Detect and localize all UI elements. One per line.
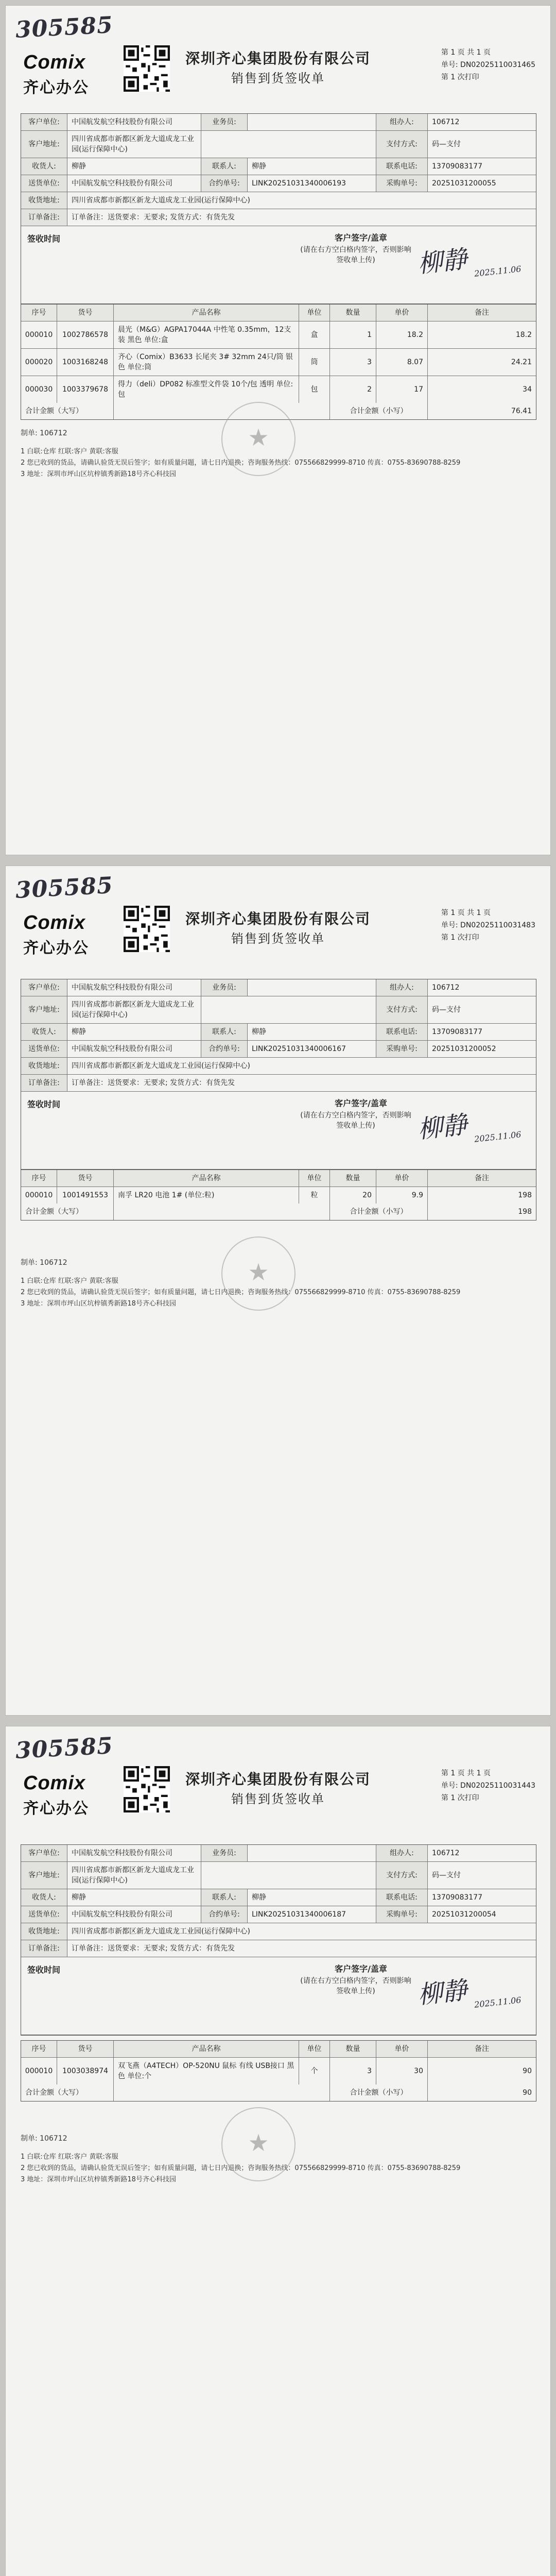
- item-unit: 粒: [299, 1187, 330, 1204]
- info-row-customer: [21, 114, 536, 131]
- item-sku: 1001491553: [57, 1187, 114, 1204]
- item-row: [21, 376, 536, 403]
- item-name: 齐心（Comix）B3633 长尾夹 3# 32mm 24只/筒 银色 单位:筒: [114, 349, 299, 376]
- sign-time-label: 签收时间: [27, 234, 61, 244]
- remark-label: 订单备注:: [21, 209, 67, 226]
- footer-line-3: 3 地址：深圳市坪山区坑梓镇秀新路18号齐心科技园: [21, 1300, 176, 1308]
- customer-sign-note: (请在右方空白格内签字，否则影响签收单上传): [300, 1977, 411, 1995]
- page-count: 第 1 页 共 1 页: [441, 1769, 491, 1777]
- info-row-customer: [21, 979, 536, 996]
- print-count: 第 1 次打印: [441, 1794, 479, 1802]
- item-qty: 2: [330, 376, 376, 403]
- item-qty: 3: [330, 349, 376, 376]
- ship-addr-label: 收货地址:: [21, 192, 67, 209]
- info-row-remark: [21, 209, 536, 226]
- footer-line-2: 2 您已收到的货品，请确认验货无误后签字；如有质量问题，请七日内退换；咨询服务热线：075566829999-8710 传真：0755-83690788-8259: [21, 2164, 461, 2172]
- contract-value: LINK20251031340006193: [248, 175, 376, 192]
- total-upper-label: 合计金额（大写）: [21, 2084, 114, 2101]
- item-qty: 1: [330, 321, 376, 348]
- salesperson-label: 业务员:: [201, 979, 248, 996]
- ship-addr-label: 收货地址:: [21, 1058, 67, 1074]
- info-row-remark: [21, 1075, 536, 1092]
- item-row: [21, 349, 536, 376]
- col-name: 产品名称: [114, 304, 299, 321]
- col-unit: 单位: [299, 304, 330, 321]
- company-name: 深圳齐心集团股份有限公司: [185, 910, 371, 927]
- col-remark: 备注: [475, 1174, 489, 1182]
- sign-time-label: 签收时间: [27, 1965, 61, 1975]
- star-icon: ★: [248, 2129, 269, 2157]
- item-sku: 1002786578: [57, 321, 114, 348]
- col-unit: 单位: [299, 1170, 330, 1187]
- phone-value: 13709083177: [432, 162, 482, 171]
- doc-header: [5, 896, 551, 974]
- signature-area: [21, 226, 536, 304]
- salesperson-value: [248, 1845, 376, 1861]
- handwritten-signature: 柳静: [416, 1976, 469, 2010]
- total-lower-value: 198: [518, 1208, 532, 1216]
- info-blank: [201, 996, 376, 1023]
- item-name: 双飞燕（A4TECH）OP-520NU 鼠标 有线 USB接口 黑色 单位:个: [114, 2058, 299, 2084]
- page-count: 第 1 页 共 1 页: [441, 909, 491, 917]
- col-sku: 货号: [57, 1170, 114, 1187]
- total-upper-row: [21, 1204, 536, 1220]
- signature-area: [21, 1957, 536, 2035]
- total-lower-label: 合计金额（小写）: [330, 403, 428, 419]
- customer-addr-value: 四川省成都市新都区新龙大道成龙工业园(运行保障中心): [67, 131, 201, 158]
- remark-value: 订单备注：送货要求：无要求; 发货方式：有货先发: [72, 1944, 235, 1953]
- contract-label: 合约单号:: [201, 175, 248, 192]
- total-upper-row: [21, 2084, 536, 2101]
- logo-en: Comix: [23, 912, 86, 934]
- purchase-value: 20251031200052: [432, 1045, 496, 1053]
- customer-sign-title: 客户签字/盖章: [335, 1098, 387, 1108]
- payment-value: 码—支付: [432, 1006, 461, 1014]
- col-seq: 序号: [21, 1170, 57, 1187]
- purchase-label: 采购单号:: [376, 1906, 428, 1923]
- customer-unit-value: 中国航发航空科技股份有限公司: [67, 1845, 201, 1861]
- order-info-table: [21, 113, 536, 304]
- item-unit: 盒: [299, 321, 330, 348]
- ship-unit-label: 送货单位:: [21, 1041, 67, 1057]
- operator-label: 制单:: [21, 1259, 38, 1267]
- receiver-label: 收货人:: [21, 1889, 67, 1906]
- handwritten-signature: 柳静: [416, 1110, 469, 1144]
- order-info-table: [21, 1844, 536, 2036]
- remark-label: 订单备注:: [21, 1075, 67, 1091]
- item-price: 30: [376, 2058, 428, 2084]
- logo-zh: 齐心办公: [23, 939, 89, 957]
- footer-line-2: 2 您已收到的货品，请确认验货无误后签字；如有质量问题，请七日内退换；咨询服务热线：075566829999-8710 传真：0755-83690788-8259: [21, 459, 461, 467]
- star-icon: ★: [248, 423, 269, 451]
- item-price: 18.2: [376, 321, 428, 348]
- col-qty: 数量: [330, 304, 376, 321]
- footer-line-1: 1 白联:仓库 红联:客户 黄联:客服: [21, 2153, 118, 2161]
- document-title: 销售到货签收单: [231, 71, 325, 86]
- info-row-shipaddr: [21, 1923, 536, 1940]
- doc-header: [5, 1757, 551, 1834]
- salesperson-value: [248, 114, 376, 130]
- logo-en: Comix: [23, 52, 86, 73]
- group-value: 106712: [432, 118, 460, 126]
- salesperson-value: [248, 979, 376, 996]
- contact-label: 联系人:: [201, 1889, 248, 1906]
- customer-unit-label: 客户单位:: [21, 1845, 67, 1861]
- item-amount: 18.2: [515, 331, 532, 339]
- handwritten-number: 305585: [14, 1733, 114, 1764]
- item-sku: 1003038974: [57, 2058, 114, 2084]
- purchase-label: 采购单号:: [376, 175, 428, 192]
- item-sku: 1003379678: [57, 376, 114, 403]
- doc-header: [5, 36, 551, 113]
- seal-stamp: [221, 2107, 296, 2181]
- group-value: 106712: [432, 984, 460, 992]
- col-remark: 备注: [475, 309, 489, 317]
- doc-meta: [441, 1767, 535, 1804]
- operator-value: 106712: [40, 429, 67, 437]
- footer-line-1: 1 白联:仓库 红联:客户 黄联:客服: [21, 448, 118, 455]
- customer-unit-value: 中国航发航空科技股份有限公司: [67, 114, 201, 130]
- ship-addr-value: 四川省成都市新都区新龙大道成龙工业园(运行保障中心): [72, 1062, 250, 1070]
- remark-label: 订单备注:: [21, 1940, 67, 1957]
- payment-value: 码—支付: [432, 140, 461, 148]
- info-row-shipaddr: [21, 1058, 536, 1075]
- total-lower-label: 合计金额（小写）: [330, 1204, 428, 1220]
- footer-line-3: 3 地址：深圳市坪山区坑梓镇秀新路18号齐心科技园: [21, 2176, 176, 2183]
- total-upper-label: 合计金额（大写）: [21, 403, 114, 419]
- item-amount: 34: [523, 385, 532, 394]
- contact-value: 柳静: [248, 1889, 376, 1906]
- item-row: [21, 1187, 536, 1204]
- col-price: 单价: [376, 1170, 428, 1187]
- contract-label: 合约单号:: [201, 1906, 248, 1923]
- ship-unit-label: 送货单位:: [21, 1906, 67, 1923]
- info-blank: [201, 1862, 376, 1889]
- item-price: 17: [376, 376, 428, 403]
- col-qty: 数量: [330, 1170, 376, 1187]
- receiver-label: 收货人:: [21, 158, 67, 175]
- col-name: 产品名称: [114, 2041, 299, 2057]
- info-row-address: [21, 1862, 536, 1889]
- doc-number: 单号: DN02025110031443: [441, 1782, 535, 1790]
- receiver-value: 柳静: [67, 1889, 201, 1906]
- item-seq: 000030: [21, 376, 57, 403]
- handwritten-sign-date: 2025.11.06: [474, 1129, 522, 1144]
- item-seq: 000020: [21, 349, 57, 376]
- col-name: 产品名称: [114, 1170, 299, 1187]
- doc-number: 单号: DN02025110031465: [441, 61, 535, 69]
- receipt-sheet-3: [5, 1726, 551, 2576]
- print-count: 第 1 次打印: [441, 934, 479, 942]
- item-name: 南孚 LR20 电池 1# (单位:粒): [114, 1187, 299, 1204]
- customer-addr-label: 客户地址:: [21, 996, 67, 1023]
- info-blank: [201, 131, 376, 158]
- document-title: 销售到货签收单: [231, 1792, 325, 1806]
- info-row-address: [21, 131, 536, 158]
- info-row-remark: [21, 1940, 536, 1957]
- customer-unit-label: 客户单位:: [21, 114, 67, 130]
- item-table: [21, 304, 536, 420]
- handwritten-number: 305585: [14, 872, 114, 904]
- total-upper-value: [114, 403, 330, 419]
- info-row-ship: [21, 175, 536, 192]
- group-value: 106712: [432, 1849, 460, 1857]
- total-lower-value: 76.41: [511, 407, 532, 415]
- ship-addr-value: 四川省成都市新都区新龙大道成龙工业园(运行保障中心): [72, 1927, 250, 1936]
- receiver-value: 柳静: [67, 158, 201, 175]
- sign-time-label: 签收时间: [27, 1099, 61, 1109]
- item-seq: 000010: [21, 2058, 57, 2084]
- item-name: 晨光（M&G）AGPA17044A 中性笔 0.35mm，12支装 黑色 单位:盒: [114, 321, 299, 348]
- item-table: [21, 2040, 536, 2102]
- group-label: 组办人:: [376, 979, 428, 996]
- item-price: 8.07: [376, 349, 428, 376]
- item-amount: 198: [518, 1191, 532, 1199]
- doc-number: 单号: DN02025110031483: [441, 921, 535, 929]
- operator-label: 制单:: [21, 2134, 38, 2143]
- customer-addr-label: 客户地址:: [21, 1862, 67, 1889]
- seal-stamp: [221, 1236, 296, 1311]
- item-table: [21, 1170, 536, 1221]
- total-upper-value: [114, 1204, 330, 1220]
- item-rows: [21, 2058, 536, 2084]
- item-table-header: [21, 304, 536, 321]
- ship-addr-value: 四川省成都市新都区新龙大道成龙工业园(运行保障中心): [72, 196, 250, 205]
- operator-value: 106712: [40, 1259, 67, 1267]
- receiver-value: 柳静: [67, 1024, 201, 1040]
- signature-area: [21, 1092, 536, 1170]
- page-count: 第 1 页 共 1 页: [441, 48, 491, 57]
- contact-value: 柳静: [248, 1024, 376, 1040]
- payment-label: 支付方式:: [376, 1862, 428, 1889]
- item-seq: 000010: [21, 1187, 57, 1204]
- phone-label: 联系电话:: [376, 1024, 428, 1040]
- info-row-ship: [21, 1906, 536, 1923]
- operator-value: 106712: [40, 2134, 67, 2143]
- remark-value: 订单备注：送货要求：无要求; 发货方式：有货先发: [72, 1079, 235, 1087]
- col-qty: 数量: [330, 2041, 376, 2057]
- salesperson-label: 业务员:: [201, 114, 248, 130]
- col-price: 单价: [376, 304, 428, 321]
- phone-value: 13709083177: [432, 1028, 482, 1036]
- item-row: [21, 321, 536, 349]
- item-table-header: [21, 1170, 536, 1187]
- payment-value: 码—支付: [432, 1871, 461, 1879]
- handwritten-sign-date: 2025.11.06: [474, 264, 522, 279]
- handwritten-sign-date: 2025.11.06: [474, 1995, 522, 2010]
- doc-meta: [441, 46, 535, 83]
- item-qty: 20: [330, 1187, 376, 1204]
- info-row-receiver: [21, 158, 536, 175]
- total-lower-label: 合计金额（小写）: [330, 2084, 428, 2101]
- customer-sign-note: (请在右方空白格内签字，否则影响签收单上传): [300, 246, 411, 264]
- phone-value: 13709083177: [432, 1893, 482, 1902]
- item-unit: 筒: [299, 349, 330, 376]
- total-lower-value: 90: [523, 2089, 532, 2097]
- col-seq: 序号: [21, 304, 57, 321]
- item-qty: 3: [330, 2058, 376, 2084]
- payment-label: 支付方式:: [376, 996, 428, 1023]
- contract-label: 合约单号:: [201, 1041, 248, 1057]
- customer-sign-title: 客户签字/盖章: [335, 233, 387, 243]
- col-price: 单价: [376, 2041, 428, 2057]
- item-row: [21, 2058, 536, 2084]
- info-row-address: [21, 996, 536, 1024]
- group-label: 组办人:: [376, 1845, 428, 1861]
- item-sku: 1003168248: [57, 349, 114, 376]
- ship-unit-value: 中国航发航空科技股份有限公司: [67, 1041, 201, 1057]
- item-name: 得力（deli）DP082 标准型文件袋 10个/包 透明 单位:包: [114, 376, 299, 403]
- receipt-sheet-1: [5, 5, 551, 855]
- footer-line-2: 2 您已收到的货品，请确认验货无误后签字；如有质量问题，请七日内退换；咨询服务热线：075566829999-8710 传真：0755-83690788-8259: [21, 1289, 461, 1296]
- logo-zh: 齐心办公: [23, 1800, 89, 1818]
- company-name: 深圳齐心集团股份有限公司: [185, 1771, 371, 1788]
- handwritten-number: 305585: [14, 12, 114, 43]
- document-title: 销售到货签收单: [231, 931, 325, 946]
- customer-sign-title: 客户签字/盖章: [335, 1964, 387, 1974]
- receipt-sheet-2: [5, 866, 551, 1716]
- item-price: 9.9: [376, 1187, 428, 1204]
- contact-label: 联系人:: [201, 1024, 248, 1040]
- seal-stamp: [221, 402, 296, 476]
- item-amount: 24.21: [511, 358, 532, 366]
- logo-en: Comix: [23, 1772, 86, 1794]
- info-row-customer: [21, 1845, 536, 1862]
- item-table-header: [21, 2041, 536, 2058]
- col-sku: 货号: [57, 2041, 114, 2057]
- customer-unit-value: 中国航发航空科技股份有限公司: [67, 979, 201, 996]
- print-count: 第 1 次打印: [441, 73, 479, 81]
- operator-label: 制单:: [21, 429, 38, 437]
- col-seq: 序号: [21, 2041, 57, 2057]
- doc-meta: [441, 907, 535, 944]
- item-unit: 包: [299, 376, 330, 403]
- info-row-receiver: [21, 1889, 536, 1906]
- col-unit: 单位: [299, 2041, 330, 2057]
- item-amount: 90: [523, 2067, 532, 2075]
- info-row-ship: [21, 1041, 536, 1058]
- item-unit: 个: [299, 2058, 330, 2084]
- payment-label: 支付方式:: [376, 131, 428, 158]
- phone-label: 联系电话:: [376, 158, 428, 175]
- customer-unit-label: 客户单位:: [21, 979, 67, 996]
- contract-value: LINK20251031340006167: [248, 1041, 376, 1057]
- info-row-receiver: [21, 1024, 536, 1041]
- ship-unit-label: 送货单位:: [21, 175, 67, 192]
- order-info-table: [21, 979, 536, 1170]
- customer-addr-label: 客户地址:: [21, 131, 67, 158]
- total-upper-label: 合计金额（大写）: [21, 1204, 114, 1220]
- purchase-label: 采购单号:: [376, 1041, 428, 1057]
- purchase-value: 20251031200055: [432, 179, 496, 188]
- customer-addr-value: 四川省成都市新都区新龙大道成龙工业园(运行保障中心): [67, 1862, 201, 1889]
- contact-value: 柳静: [248, 158, 376, 175]
- contract-value: LINK20251031340006187: [248, 1906, 376, 1923]
- company-name: 深圳齐心集团股份有限公司: [185, 50, 371, 67]
- contact-label: 联系人:: [201, 158, 248, 175]
- group-label: 组办人:: [376, 114, 428, 130]
- footer-line-3: 3 地址：深圳市坪山区坑梓镇秀新路18号齐心科技园: [21, 470, 176, 478]
- ship-unit-value: 中国航发航空科技股份有限公司: [67, 175, 201, 192]
- phone-label: 联系电话:: [376, 1889, 428, 1906]
- customer-addr-value: 四川省成都市新都区新龙大道成龙工业园(运行保障中心): [67, 996, 201, 1023]
- star-icon: ★: [248, 1258, 269, 1286]
- item-rows: [21, 321, 536, 403]
- logo-zh: 齐心办公: [23, 79, 89, 97]
- col-remark: 备注: [475, 2045, 489, 2053]
- info-row-shipaddr: [21, 192, 536, 209]
- salesperson-label: 业务员:: [201, 1845, 248, 1861]
- total-upper-value: [114, 2084, 330, 2101]
- item-seq: 000010: [21, 321, 57, 348]
- handwritten-signature: 柳静: [416, 245, 469, 279]
- col-sku: 货号: [57, 304, 114, 321]
- customer-sign-note: (请在右方空白格内签字，否则影响签收单上传): [300, 1111, 411, 1130]
- item-rows: [21, 1187, 536, 1204]
- ship-unit-value: 中国航发航空科技股份有限公司: [67, 1906, 201, 1923]
- purchase-value: 20251031200054: [432, 1910, 496, 1919]
- receiver-label: 收货人:: [21, 1024, 67, 1040]
- remark-value: 订单备注：送货要求：无要求; 发货方式：有货先发: [72, 213, 235, 222]
- ship-addr-label: 收货地址:: [21, 1923, 67, 1940]
- footer-line-1: 1 白联:仓库 红联:客户 黄联:客服: [21, 1277, 118, 1285]
